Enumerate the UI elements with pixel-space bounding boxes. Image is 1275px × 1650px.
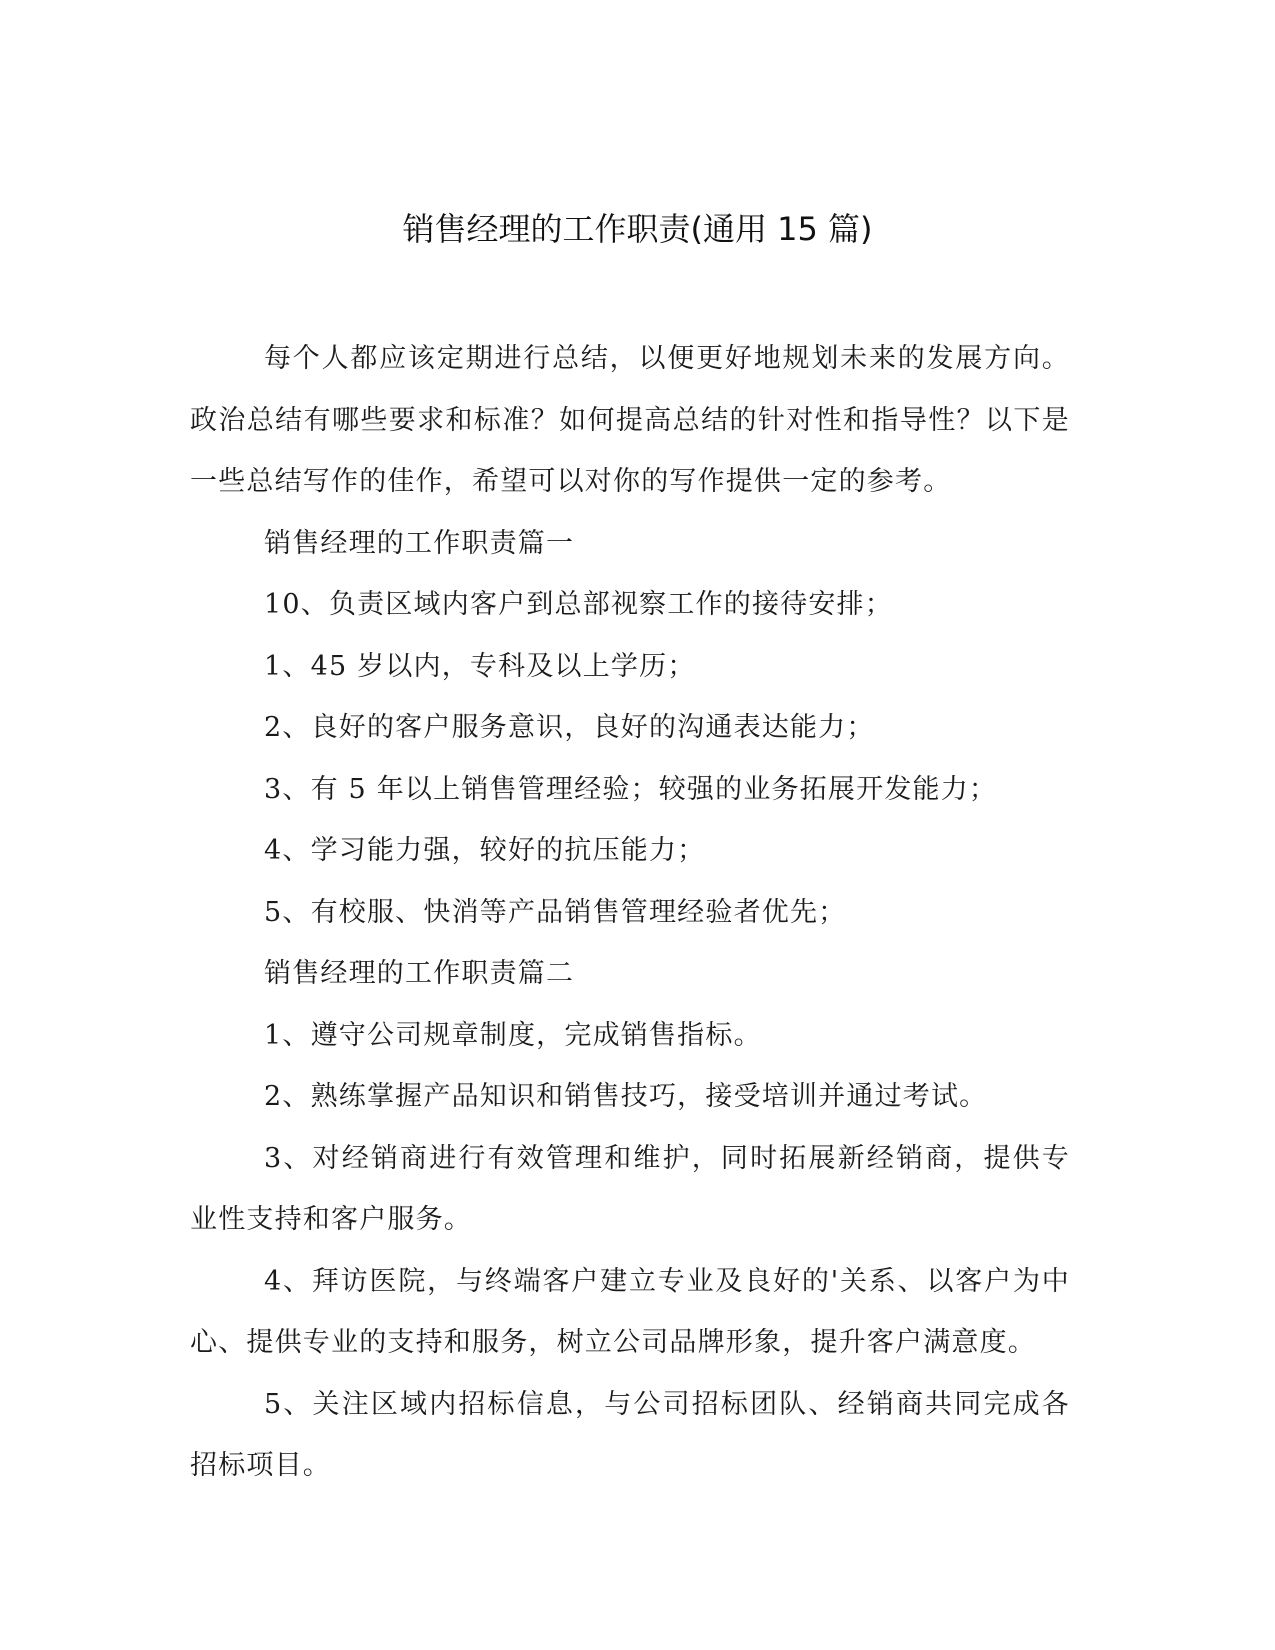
list-item: 3、有 5 年以上销售管理经验；较强的业务拓展开发能力； bbox=[264, 773, 998, 805]
list-item: 1、45 岁以内，专科及以上学历； bbox=[264, 650, 696, 682]
list-item: 1、遵守公司规章制度，完成销售指标。 bbox=[264, 1019, 762, 1051]
list-item: 2、良好的客户服务意识，良好的沟通表达能力； bbox=[264, 712, 875, 743]
list-item: 4、学习能力强，较好的抗压能力； bbox=[264, 835, 706, 866]
document-title: 销售经理的工作职责(通用 15 篇) bbox=[402, 210, 873, 248]
list-item: 10、负责区域内客户到总部视察工作的接待安排； bbox=[264, 589, 893, 620]
document-body bbox=[190, 328, 1070, 1497]
list-item: 5、有校服、快消等产品销售管理经验者优先； bbox=[264, 896, 847, 928]
list-item: 5、关注区域内招标信息，与公司招标团队、经销商共同完成各招标项目。 bbox=[190, 1388, 1070, 1481]
section-heading-2: 销售经理的工作职责篇二 bbox=[264, 958, 575, 989]
section-heading-1: 销售经理的工作职责篇一 bbox=[264, 527, 575, 559]
list-item: 3、对经销商进行有效管理和维护，同时拓展新经销商，提供专业性支持和客户服务。 bbox=[190, 1142, 1070, 1235]
list-item: 2、熟练掌握产品知识和销售技巧，接受培训并通过考试。 bbox=[264, 1081, 988, 1112]
list-item: 4、拜访医院，与终端客户建立专业及良好的'关系、以客户为中心、提供专业的支持和服务，树立公司品牌形象，提升客户满意度。 bbox=[190, 1265, 1070, 1358]
intro-paragraph: 每个人都应该定期进行总结，以便更好地规划未来的发展方向。政治总结有哪些要求和标准？如何提高总结的针对性和指导性？以下是一些总结写作的佳作，希望可以对你的写作提供一定的参考。 bbox=[190, 343, 1070, 497]
